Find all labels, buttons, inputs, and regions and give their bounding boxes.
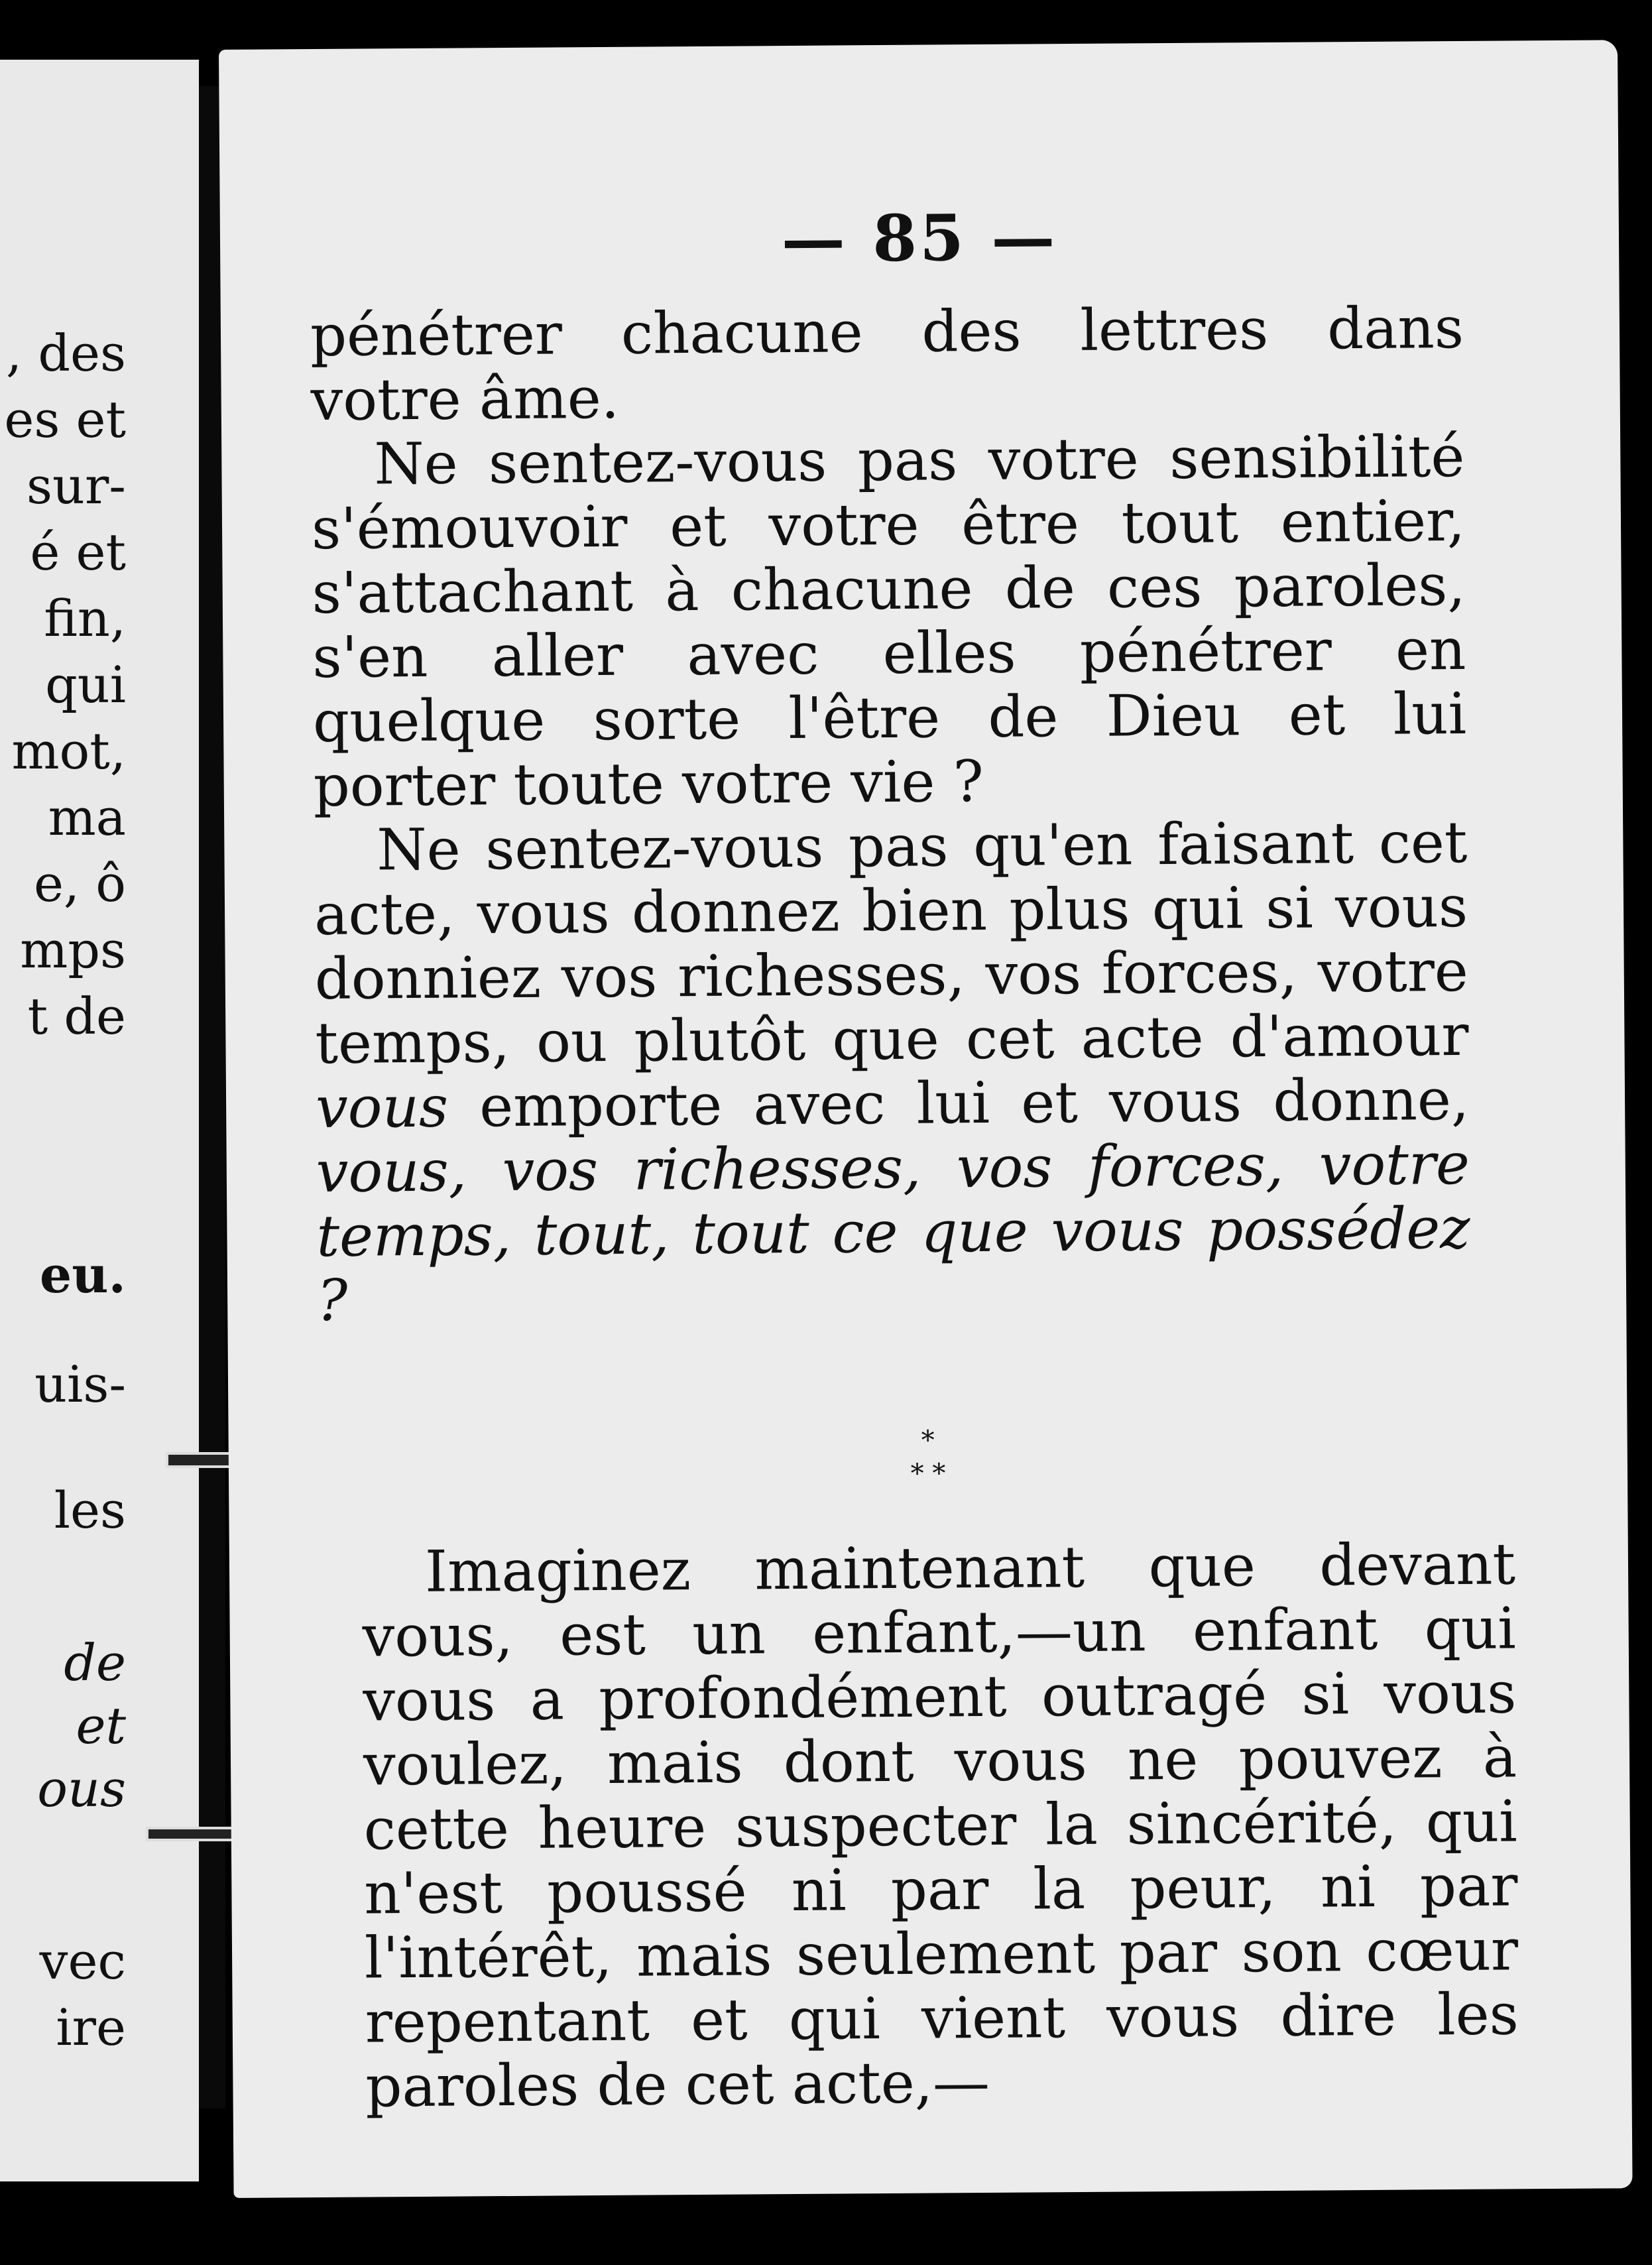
paragraph: pénétrer chacune des lettres dans votre âme.	[310, 294, 1464, 434]
left-line: vec	[39, 1931, 126, 1990]
left-line: é et	[30, 522, 126, 582]
paragraph-italic-text: vous	[315, 1073, 449, 1142]
left-line: ous	[37, 1759, 126, 1818]
left-line: qui	[45, 655, 126, 714]
asterism-bottom: * *	[910, 1458, 946, 1489]
left-line: e, ô	[33, 854, 126, 913]
page-text-lower	[362, 1532, 1519, 2119]
left-facing-page	[0, 60, 199, 2181]
page-number: — 85 —	[781, 200, 1058, 277]
left-line: sur-	[27, 456, 126, 515]
left-line: t de	[27, 987, 126, 1046]
paragraph-italic-text: vous, vos richesses, vos forces, votre temps, tout, tout ce que vous possédez ?	[316, 1131, 1470, 1335]
left-line: ire	[56, 1998, 126, 2057]
left-line: les	[54, 1481, 126, 1540]
left-line: fin,	[44, 589, 126, 648]
paragraph: Imaginez maintenant que devant vous, est un enfant,—un enfant qui vous a profondément outragé si vous voulez, mais dont vous ne pouvez à cette heure suspecter la sincérité, qui n'est poussé ni par la peur, ni par l'intérêt, mais seulement par son cœur repentant et qui vient vous dire les paroles de cet acte,—	[362, 1531, 1519, 2120]
left-line: , des	[6, 324, 126, 383]
left-line: mot,	[11, 721, 126, 780]
left-line: ma	[48, 788, 126, 847]
asterism-top: *	[921, 1425, 935, 1456]
section-break-asterism	[229, 1419, 1628, 1495]
left-line: uis-	[34, 1355, 126, 1414]
paragraph	[314, 811, 1470, 1333]
right-page	[219, 40, 1633, 2198]
left-line: es et	[4, 390, 126, 449]
left-line: mps	[20, 920, 126, 979]
left-line: de	[64, 1633, 126, 1692]
paragraph: Ne sentez-vous pas votre sensibilité s'émouvoir et votre être tout entier, s'attachant à chacune de ces paroles, s'en aller avec elles pénétrer en quelque sorte l'être de Dieu et lui porter toute votre vie ?	[311, 423, 1467, 820]
paragraph-text: emporte avec lui et vous donne,	[447, 1066, 1470, 1140]
paragraph-text: Ne sentez-vous pas qu'en faisant cet acte, vous donnez bien plus qui si vous donniez vos richesses, vos forces, votre temps, ou plutôt que cet acte d'amour	[314, 809, 1469, 1077]
left-line: eu.	[39, 1245, 126, 1304]
page-text-upper	[310, 296, 1471, 1333]
left-line: et	[76, 1696, 126, 1755]
